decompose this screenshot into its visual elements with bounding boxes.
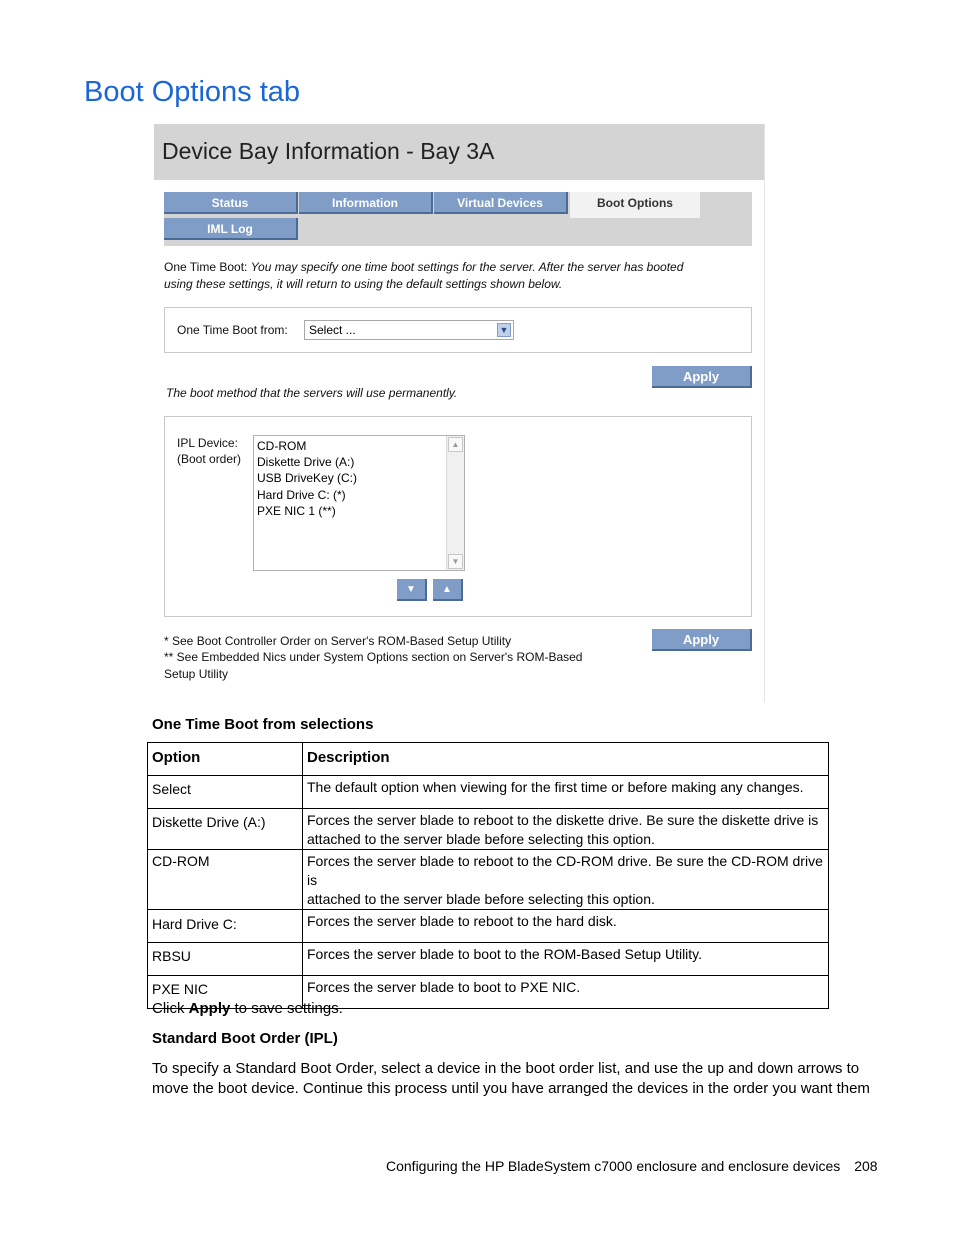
list-item[interactable]: Hard Drive C: (*) xyxy=(257,488,346,502)
click-apply-bold: Apply xyxy=(188,1000,231,1017)
move-down-button[interactable]: ▼ xyxy=(397,579,427,601)
tab-boot-options[interactable]: Boot Options xyxy=(570,192,700,218)
option-cell: PXE NIC xyxy=(148,976,303,1009)
one-time-boot-select[interactable] xyxy=(304,320,514,340)
description-cell: Forces the server blade to boot to PXE NIC. xyxy=(303,976,829,1009)
click-apply-text xyxy=(152,1000,343,1017)
one-time-boot-panel xyxy=(164,307,752,353)
footnote-boot-controller: * See Boot Controller Order on Server's ROM-Based Setup Utility xyxy=(164,634,512,648)
boot-options-screenshot xyxy=(154,124,765,702)
description-line: Forces the server blade to reboot to the diskette drive. Be sure the diskette drive is xyxy=(307,812,819,828)
table-row xyxy=(148,776,829,809)
list-scrollbar[interactable] xyxy=(446,436,464,570)
table-header-row xyxy=(148,743,829,776)
device-bay-title: Device Bay Information - Bay 3A xyxy=(162,138,495,164)
paragraph-line-2: move the boot device. Continue this process until you have arranged the devices in the order you want them xyxy=(152,1080,870,1097)
option-cell: Diskette Drive (A:) xyxy=(148,809,303,850)
click-apply-after: to save settings. xyxy=(230,1000,343,1017)
description-cell: Forces the server blade to reboot to the hard disk. xyxy=(303,910,829,943)
scroll-up-icon[interactable]: ▲ xyxy=(448,437,463,452)
one-time-boot-text-1: You may specify one time boot settings for the server. After the server has booted xyxy=(250,260,684,274)
tab-status[interactable]: Status xyxy=(164,192,298,214)
page-title: Boot Options tab xyxy=(84,76,301,108)
description-line: Forces the server blade to reboot to the CD-ROM drive. Be sure the CD-ROM drive is xyxy=(307,853,823,888)
one-time-boot-select-value: Select ... xyxy=(309,323,356,337)
chevron-down-icon[interactable]: ▼ xyxy=(497,323,511,337)
ipl-device-panel xyxy=(164,416,752,617)
list-item[interactable]: PXE NIC 1 (**) xyxy=(257,504,336,518)
table-row xyxy=(148,910,829,943)
section-subheading: Standard Boot Order (IPL) xyxy=(152,1030,338,1047)
click-apply-before: Click xyxy=(152,1000,189,1017)
description-cell xyxy=(303,850,829,910)
one-time-boot-text-2: using these settings, it will return to using the default settings shown below. xyxy=(164,277,563,291)
table-row xyxy=(148,809,829,850)
move-up-button[interactable]: ▲ xyxy=(433,579,463,601)
footer-text: Configuring the HP BladeSystem c7000 enclosure and enclosure devices xyxy=(386,1158,841,1174)
option-cell: CD-ROM xyxy=(148,850,303,910)
paragraph-line-1: To specify a Standard Boot Order, select a device in the boot order list, and use the up and down arrows to xyxy=(152,1060,860,1077)
table-row xyxy=(148,850,829,910)
table-row xyxy=(148,943,829,976)
description-line: attached to the server blade before selecting this option. xyxy=(307,831,655,847)
ipl-device-label: IPL Device: xyxy=(177,436,238,450)
list-item[interactable]: CD-ROM xyxy=(257,439,307,453)
page-footer xyxy=(386,1158,878,1174)
description-line: attached to the server blade before selecting this option. xyxy=(307,891,655,907)
scroll-down-icon[interactable]: ▼ xyxy=(448,554,463,569)
one-time-boot-label: One Time Boot: xyxy=(164,260,248,274)
boot-order-list[interactable] xyxy=(253,435,465,571)
tab-bar xyxy=(164,192,752,246)
one-time-boot-from-label: One Time Boot from: xyxy=(177,323,288,337)
permanent-boot-text: The boot method that the servers will use permanently. xyxy=(166,386,458,400)
option-cell: Hard Drive C: xyxy=(148,910,303,943)
column-header-option: Option xyxy=(148,743,303,776)
tab-virtual-devices[interactable]: Virtual Devices xyxy=(434,192,568,214)
option-cell: Select xyxy=(148,776,303,809)
description-cell: The default option when viewing for the first time or before making any changes. xyxy=(303,776,829,809)
footnote-embedded-nics-1: ** See Embedded Nics under System Options section on Server's ROM-Based xyxy=(164,650,583,664)
boot-order-label: (Boot order) xyxy=(177,452,242,466)
page-number: 208 xyxy=(854,1158,878,1174)
column-header-description: Description xyxy=(303,743,829,776)
option-cell: RBSU xyxy=(148,943,303,976)
device-bay-header xyxy=(154,124,764,180)
apply-button-one-time[interactable]: Apply xyxy=(652,366,752,388)
tab-information[interactable]: Information xyxy=(299,192,433,214)
footnote-embedded-nics-2: Setup Utility xyxy=(164,667,229,681)
table-caption: One Time Boot from selections xyxy=(152,716,374,733)
list-item[interactable]: USB DriveKey (C:) xyxy=(257,471,358,485)
description-cell: Forces the server blade to boot to the ROM-Based Setup Utility. xyxy=(303,943,829,976)
options-table xyxy=(147,742,829,1009)
apply-button-boot-order[interactable]: Apply xyxy=(652,629,752,651)
one-time-boot-intro xyxy=(164,260,683,274)
description-cell xyxy=(303,809,829,850)
tab-iml-log[interactable]: IML Log xyxy=(164,218,298,240)
list-item[interactable]: Diskette Drive (A:) xyxy=(257,455,355,469)
